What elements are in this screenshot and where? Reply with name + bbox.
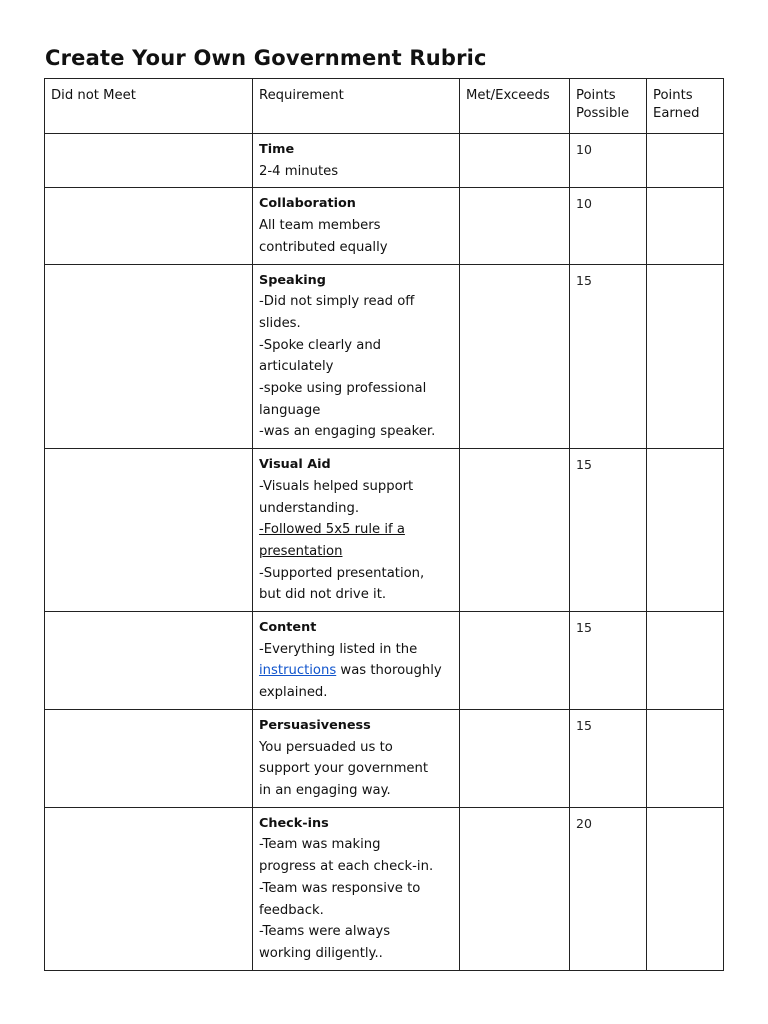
requirement-line: support your government [259, 761, 429, 777]
header-points-earned-line2: Earned [653, 106, 700, 121]
points-possible-value: 20 [576, 815, 592, 831]
requirement-line: slides. [259, 315, 301, 331]
requirement-line: presentation [259, 543, 343, 559]
requirement-line: You persuaded us to [259, 739, 393, 755]
met-exceeds-cell[interactable] [460, 709, 570, 807]
rubric-table [44, 78, 724, 971]
requirement-line: -Teams were always [259, 924, 391, 940]
requirement-cell [253, 709, 460, 807]
table-row-content [45, 612, 724, 710]
requirement-line: explained. [259, 685, 328, 701]
requirement-line: articulately [259, 359, 334, 375]
requirement-cell [253, 807, 460, 970]
met-exceeds-cell[interactable] [460, 264, 570, 449]
requirement-line-with-link [259, 660, 453, 682]
did-not-meet-cell[interactable] [45, 134, 253, 188]
requirement-name: Speaking [259, 272, 326, 288]
points-earned-cell[interactable] [647, 449, 724, 612]
requirement-cell [253, 264, 460, 449]
points-earned-cell[interactable] [647, 264, 724, 449]
header-points-possible [570, 79, 647, 134]
header-met-exceeds: Met/Exceeds [460, 79, 570, 134]
requirement-name: Check-ins [259, 815, 329, 831]
header-points-earned [647, 79, 724, 134]
points-possible-value: 15 [576, 272, 592, 288]
requirement-name: Persuasiveness [259, 717, 371, 733]
requirement-line: -Team was making [259, 837, 381, 853]
met-exceeds-cell[interactable] [460, 134, 570, 188]
requirement-line: progress at each check-in. [259, 859, 434, 875]
requirement-line: language [259, 402, 321, 418]
requirement-line: -Spoke clearly and [259, 337, 382, 353]
did-not-meet-cell[interactable] [45, 449, 253, 612]
requirement-name: Time [259, 142, 295, 157]
requirement-line: 2-4 minutes [259, 163, 339, 179]
header-points-possible-line1: Points [576, 88, 616, 103]
met-exceeds-cell[interactable] [460, 449, 570, 612]
header-points-possible-line2: Possible [576, 106, 630, 121]
points-possible-value: 10 [576, 142, 592, 157]
table-row-collaboration [45, 188, 724, 264]
points-earned-cell[interactable] [647, 612, 724, 710]
requirement-line: -spoke using professional [259, 381, 427, 397]
header-row [45, 79, 724, 134]
did-not-meet-cell[interactable] [45, 188, 253, 264]
requirement-line: -Did not simply read off [259, 294, 415, 310]
did-not-meet-cell[interactable] [45, 807, 253, 970]
requirement-name: Collaboration [259, 196, 356, 212]
points-earned-cell[interactable] [647, 134, 724, 188]
table-row-speaking [45, 264, 724, 449]
points-possible-value: 10 [576, 196, 592, 212]
points-possible-cell [570, 612, 647, 710]
header-requirement: Requirement [253, 79, 460, 134]
met-exceeds-cell[interactable] [460, 807, 570, 970]
requirement-line: -Visuals helped support [259, 478, 414, 494]
points-earned-cell[interactable] [647, 188, 724, 264]
requirement-line: -Supported presentation, [259, 565, 425, 581]
table-row-visual-aid [45, 449, 724, 612]
table-row-time [45, 134, 724, 188]
requirement-line: -Followed 5x5 rule if a [259, 522, 405, 538]
requirement-cell [253, 134, 460, 188]
header-did-not-meet: Did not Meet [45, 79, 253, 134]
requirement-line: understanding. [259, 500, 360, 516]
points-possible-cell [570, 134, 647, 188]
points-possible-value: 15 [576, 620, 592, 636]
did-not-meet-cell[interactable] [45, 709, 253, 807]
points-possible-cell [570, 188, 647, 264]
requirement-line: in an engaging way. [259, 782, 391, 798]
did-not-meet-cell[interactable] [45, 264, 253, 449]
requirement-cell [253, 188, 460, 264]
requirement-line: -Everything listed in the [259, 641, 418, 657]
requirement-line: but did not drive it. [259, 587, 387, 603]
table-row-persuasiveness [45, 709, 724, 807]
points-possible-cell [570, 449, 647, 612]
requirement-line: -was an engaging speaker. [259, 424, 436, 440]
requirement-line: feedback. [259, 902, 324, 918]
page-title: Create Your Own Government Rubric [45, 46, 487, 70]
requirement-cell [253, 612, 460, 710]
points-possible-cell [570, 264, 647, 449]
requirement-name: Content [259, 620, 317, 636]
points-possible-value: 15 [576, 457, 592, 473]
table-row-check-ins [45, 807, 724, 970]
met-exceeds-cell[interactable] [460, 188, 570, 264]
points-possible-cell [570, 709, 647, 807]
header-points-earned-line1: Points [653, 88, 693, 103]
did-not-meet-cell[interactable] [45, 612, 253, 710]
points-possible-cell [570, 807, 647, 970]
requirement-line: contributed equally [259, 239, 388, 255]
requirement-cell [253, 449, 460, 612]
requirement-line: -Team was responsive to [259, 880, 421, 896]
requirement-name: Visual Aid [259, 457, 331, 473]
met-exceeds-cell[interactable] [460, 612, 570, 710]
points-earned-cell[interactable] [647, 709, 724, 807]
requirement-line-suffix: was thoroughly [336, 663, 442, 679]
requirement-line: working diligently.. [259, 945, 383, 961]
points-earned-cell[interactable] [647, 807, 724, 970]
points-possible-value: 15 [576, 717, 592, 733]
instructions-link[interactable]: instructions [259, 663, 337, 679]
requirement-line: All team members [259, 218, 381, 234]
